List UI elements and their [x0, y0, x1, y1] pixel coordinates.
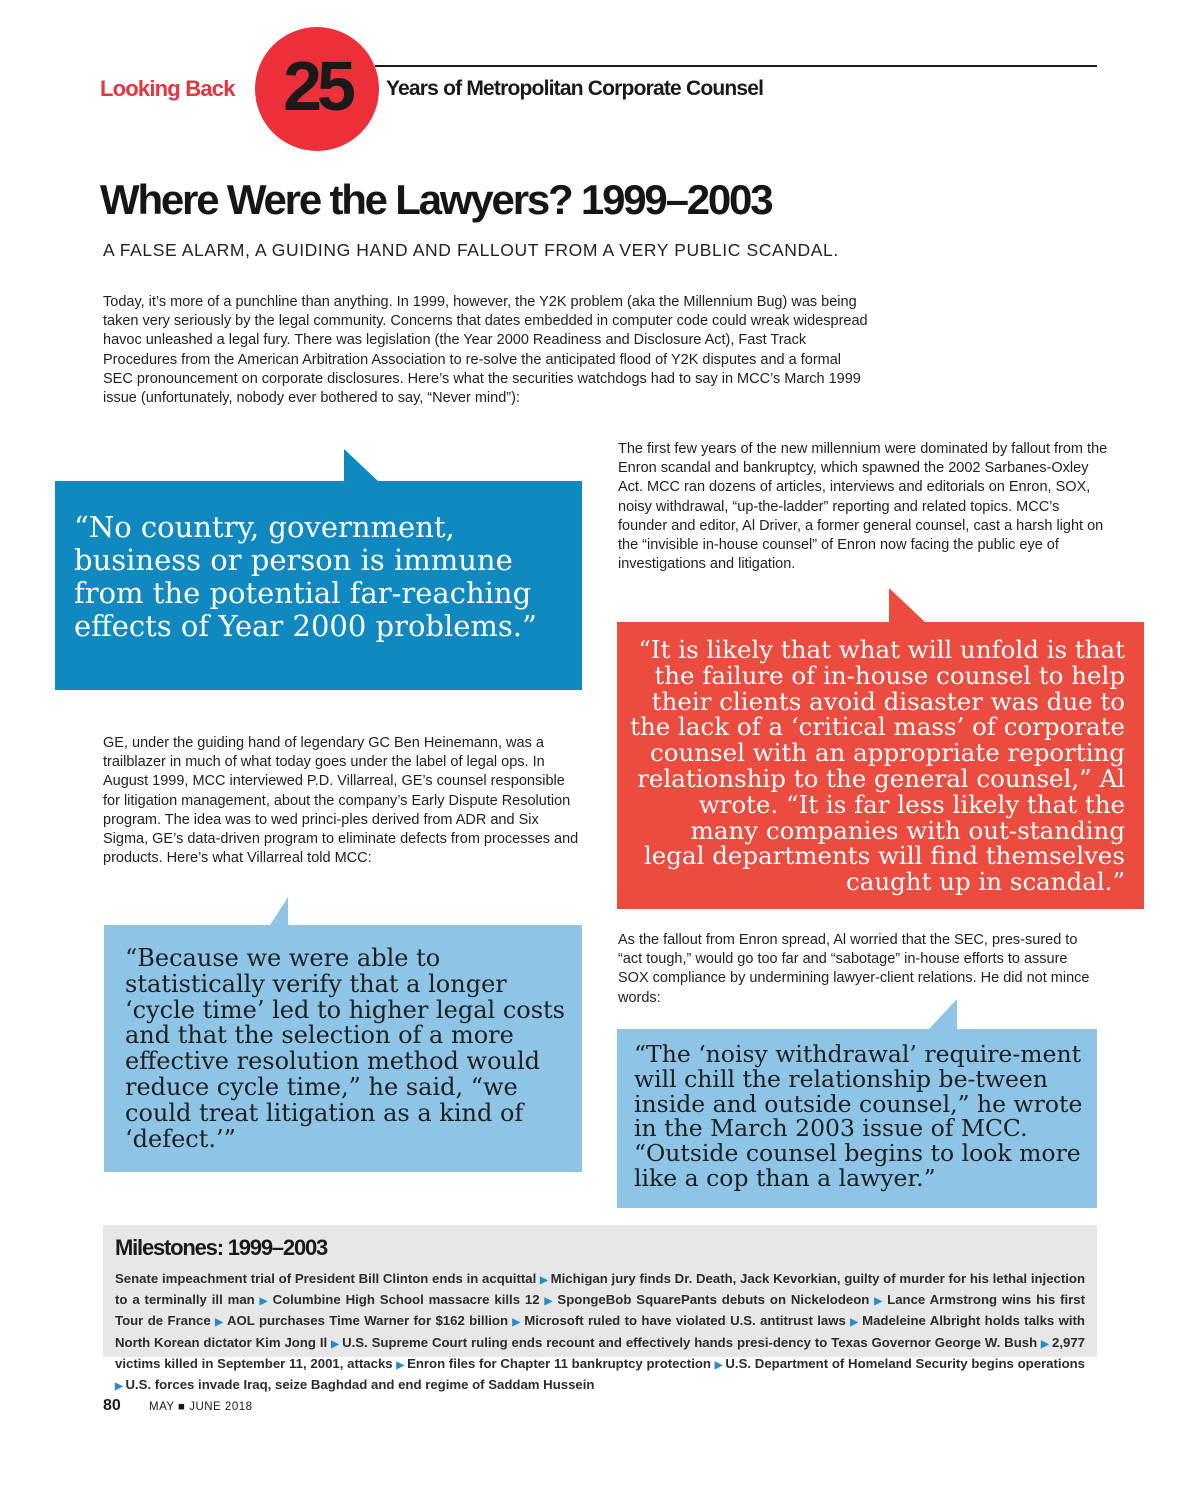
- milestone-item: U.S. Supreme Court ruling ends recount and effectively hands presi-dency to Texas Governor George W. Bush: [342, 1334, 1038, 1350]
- issue-date: MAY ■ JUNE 2018: [149, 1401, 253, 1413]
- milestones-list: [115, 1269, 1085, 1396]
- ge-paragraph: GE, under the guiding hand of legendary GC Ben Heinemann, was a trailblazer in much of what today goes under the label of legal ops. In August 1999, MCC interviewed P.D. Villarreal, GE’s counsel responsible for litigation management, about the company’s Early Dispute Resolution program. The idea was to wed princi-ples derived from ADR and Six Sigma, GE’s data-driven program to eliminate defects from processes and products. Here’s what Villarreal told MCC:: [103, 735, 579, 867]
- triangle-right-icon: ▶: [215, 1317, 227, 1329]
- quote-tail: [344, 449, 378, 481]
- triangle-right-icon: ▶: [874, 1296, 888, 1308]
- driver-quote: “It is likely that what will unfold is that the failure of in-house counsel to help their clients avoid disaster was due to the lack of a ‘critical mass’ of corporate counsel with an appropriate reporting relationship to the general counsel,” Al wrote. “It is far less likely that the many companies with out-standing legal departments will find themselves caught up in scandal.”: [630, 635, 1125, 897]
- anniversary-badge: [255, 27, 379, 151]
- section-title: Years of Metropolitan Corporate Counsel: [386, 77, 764, 100]
- section-label: Looking Back: [100, 76, 235, 101]
- y2k-quote: “No country, government, business or person is immune from the potential far-reaching effects of Year 2000 problems.”: [74, 510, 537, 643]
- noisy-withdrawal-quote: “The ‘noisy withdrawal’ require-ment will chill the relationship be-tween inside and outside counsel,” he wrote in the March 2003 issue of MCC. “Outside counsel begins to look more like a cop than a lawyer.”: [634, 1040, 1083, 1192]
- milestone-item: Microsoft ruled to have violated U.S. antitrust laws: [524, 1313, 846, 1329]
- noisy-withdrawal-quote-box: [617, 1029, 1097, 1208]
- page-number: 80: [103, 1397, 121, 1414]
- y2k-quote-box: [55, 481, 582, 690]
- driver-quote-box: [617, 622, 1144, 909]
- triangle-right-icon: ▶: [396, 1359, 408, 1371]
- milestones-panel: [103, 1225, 1097, 1393]
- enron-paragraph: The first few years of the new millennium were dominated by fallout from the Enron scandal and bankruptcy, which spawned the 2002 Sarbanes-Oxley Act. MCC ran dozens of articles, interviews and editorials on Enron, SOX, noisy withdrawal, “up-the-ladder” reporting and related topics. MCC’s founder and editor, Al Driver, a former general counsel, cast a harsh light on the “invisible in-house counsel” of Enron now facing the public eye of investigations and litigation.: [618, 441, 1108, 573]
- quote-tail: [929, 999, 957, 1029]
- badge-number: 25: [283, 47, 351, 125]
- triangle-right-icon: ▶: [259, 1296, 273, 1308]
- milestone-item: SpongeBob SquarePants debuts on Nickelodeon: [557, 1292, 870, 1308]
- triangle-right-icon: ▶: [540, 1275, 551, 1286]
- milestone-item: 2,977 victims killed in September 11, 2001, attacks: [115, 1334, 1086, 1371]
- villarreal-quote-box: [104, 925, 582, 1172]
- milestone-item: Columbine High School massacre kills 12: [272, 1292, 540, 1308]
- milestone-item: Michigan jury finds Dr. Death, Jack Kevorkian, guilty of murder for his lethal injection to a terminally ill man: [115, 1271, 1086, 1308]
- quote-tail: [270, 897, 288, 925]
- villarreal-quote: “Because we were able to statistically verify that a longer ‘cycle time’ led to higher legal costs and that the selection of a more effective resolution method would reduce cycle time,” he said, “we could treat litigation as a kind of ‘defect.’”: [125, 944, 565, 1153]
- milestones-heading: Milestones: 1999–2003: [115, 1235, 328, 1260]
- triangle-right-icon: ▶: [331, 1338, 343, 1350]
- milestone-item: AOL purchases Time Warner for $162 billion: [226, 1313, 509, 1329]
- milestone-item: Senate impeachment trial of President Bill Clinton ends in acquittal: [115, 1271, 537, 1286]
- sec-paragraph: As the fallout from Enron spread, Al worried that the SEC, pres-sured to “act tough,” would go too far and “sabotage” in-house efforts to assure SOX compliance by undermining lawyer-client relations. He did not mince words:: [618, 932, 1090, 1006]
- quote-tail: [889, 588, 925, 622]
- intro-paragraph: Today, it’s more of a punchline than anything. In 1999, however, the Y2K problem (aka the Millennium Bug) was being taken very seriously by the legal community. Concerns that dates embedded in computer code could wreak widespread havoc unleashed a legal fury. There was legislation (the Year 2000 Readiness and Disclosure Act), Fast Track Procedures from the American Arbitration Association to re-solve the anticipated flood of Y2K disputes and a formal SEC pronouncement on corporate disclosures. Here’s what the securities watchdogs had to say in MCC’s March 1999 issue (unfortunately, nobody ever bothered to say, “Never mind”):: [103, 294, 868, 407]
- article-subtitle: A FALSE ALARM, A GUIDING HAND AND FALLOUT FROM A VERY PUBLIC SCANDAL.: [103, 240, 839, 260]
- triangle-right-icon: ▶: [850, 1317, 863, 1329]
- triangle-right-icon: ▶: [1041, 1338, 1052, 1350]
- milestone-item: Lance Armstrong wins his first Tour de France: [115, 1292, 1086, 1329]
- article-title: Where Were the Lawyers? 1999–2003: [100, 176, 772, 223]
- triangle-right-icon: ▶: [544, 1296, 558, 1308]
- triangle-right-icon: ▶: [512, 1317, 525, 1329]
- milestone-item: Enron files for Chapter 11 bankruptcy protection: [407, 1355, 711, 1371]
- milestone-item: U.S. Department of Homeland Security begins operations: [725, 1355, 1086, 1371]
- milestone-item: U.S. forces invade Iraq, seize Baghdad and end regime of Saddam Hussein: [125, 1377, 595, 1393]
- triangle-right-icon: ▶: [714, 1359, 726, 1371]
- triangle-right-icon: ▶: [115, 1381, 126, 1393]
- milestone-item: Madeleine Albright holds talks with North Korean dictator Kim Jong Il: [115, 1313, 1085, 1350]
- header-rule: [375, 65, 1097, 67]
